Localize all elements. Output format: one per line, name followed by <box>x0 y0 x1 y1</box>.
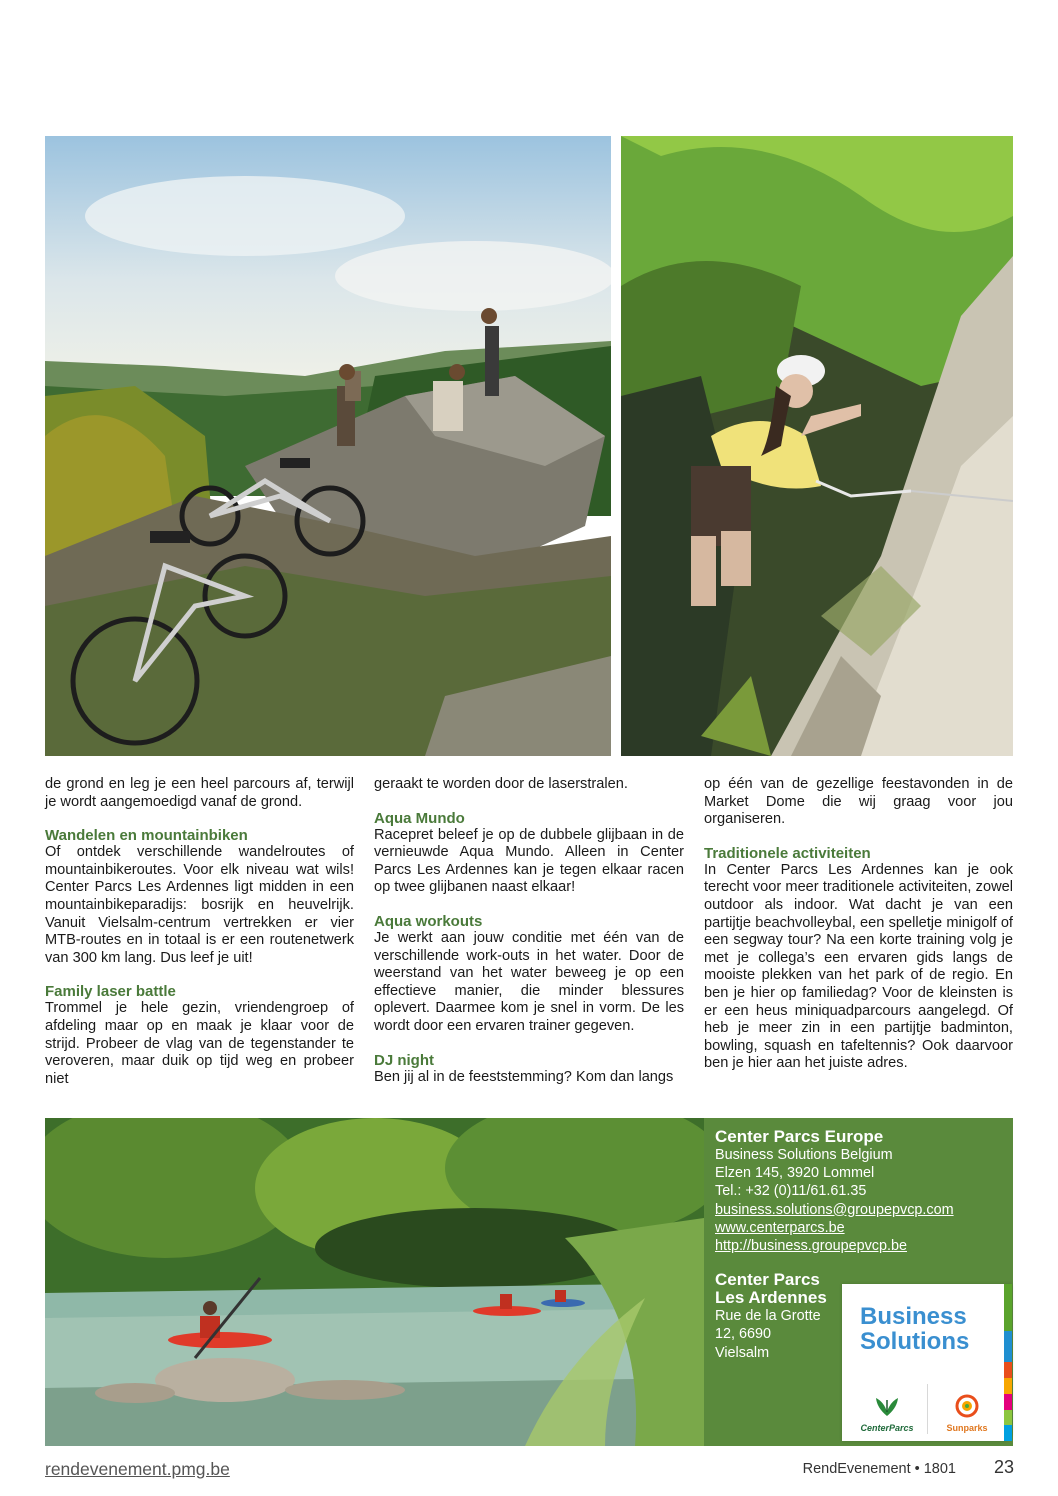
logo-stripe <box>1004 1284 1012 1300</box>
heading-aqua-mundo: Aqua Mundo <box>374 809 465 827</box>
sunparks-brand-text: Sunparks <box>946 1423 988 1433</box>
business-solutions-title <box>860 1304 969 1354</box>
heading-wandelen: Wandelen en mountainbiken <box>45 827 248 845</box>
paragraph-wandelen: Of ontdek verschillende wandelroutes of mountainbikeroutes. Voor elk niveau wat wils! Center Parcs Les Ardennes ligt midden in een mountainbikeparadijs: bosrijk en heuvelrijk. Vanuit Vielsalm-centrum vertrekken er vier MTB-routes en in totaal is er een routenetwerk van 300 km lang. Dus leef je uit! <box>45 844 354 966</box>
logo-divider <box>927 1384 928 1434</box>
paragraph-aqua-mundo: Racepret beleef je op de dubbele glijbaan in de vernieuwde Aqua Mundo. Alleen in Center Parcs Les Ardennes kan je tegen elkaar racen op twee glijbanen naast elkaar! <box>374 826 684 896</box>
heading-traditionele: Traditionele activiteiten <box>704 844 871 862</box>
article-column-1 <box>45 776 354 1088</box>
contact-website-link[interactable]: www.centerparcs.be <box>715 1219 845 1236</box>
article-column-2 <box>374 776 684 1086</box>
footer-website-link[interactable]: rendevenement.pmg.be <box>45 1459 230 1479</box>
paragraph-aqua-workouts: Je werkt aan jouw conditie met één van de verschillende work-outs in het water. Door de weerstand van het water beweeg je op een effectieve manier, die minder blessures oplevert. Daarmee kom je snel in vorm. De les wordt door een ervaren trainer gegeven. <box>374 929 684 1034</box>
contact-org1-line1: Business Solutions Belgium <box>715 1147 893 1163</box>
column1-intro: de grond en leg je een heel parcours af, terwijl je wordt aangemoedigd vanaf de grond. <box>45 776 354 810</box>
logo-stripe <box>1004 1425 1012 1441</box>
article-column-3 <box>704 776 1013 1073</box>
logo-stripe <box>1004 1410 1012 1426</box>
contact-org1-tel: Tel.: +32 (0)11/61.61.35 <box>715 1183 867 1200</box>
logo-stripe <box>1004 1378 1012 1394</box>
rock-climber-photo <box>621 136 1013 756</box>
footer-magazine-issue: RendEvenement • 1801 <box>802 1461 956 1477</box>
contact-business-website-link[interactable]: http://business.groupepvcp.be <box>715 1238 908 1255</box>
mountain-bikes-on-rock-photo <box>45 136 611 756</box>
sunparks-sun-icon <box>955 1394 979 1418</box>
contact-org1-name: Center Parcs Europe <box>715 1127 884 1146</box>
kayakers-on-river-photo <box>45 1118 704 1446</box>
contact-org2-city: Vielsalm <box>715 1344 770 1361</box>
logo-stripe <box>1004 1315 1012 1331</box>
page-number: 23 <box>993 1457 1014 1477</box>
contact-org2-name-line2: Les Ardennes <box>715 1288 827 1308</box>
logo-stripe <box>1004 1362 1012 1378</box>
business-solutions-logo <box>842 1284 1012 1441</box>
paragraph-traditionele: In Center Parcs Les Ardennes kan je ook terecht voor meer traditionele activiteiten, zowel outdoor als indoor. Wat dacht je van een partijtje beachvolleybal, een spelletje minigolf of een segway tour? Na een korte training volg je met je collega’s een ervaren gids langs de mooiste plekken van het park of de regio. En ben je hier op familiedag? Voor de kleinsten is er een heus miniquadparcours aangelegd. Of heb je meer zin in een partijtje badminton, bowling, squash en tafeltennis? Ook daarvoor ben je hier aan het juiste adres. <box>704 861 1013 1072</box>
contact-org2 <box>715 1271 835 1362</box>
paragraph-dj-night: Ben jij al in de feeststemming? Kom dan langs <box>374 1068 674 1085</box>
sunparks-logo <box>932 1394 1002 1433</box>
contact-org2-name-line1: Center Parcs <box>715 1270 820 1290</box>
logo-stripe <box>1004 1347 1012 1363</box>
logo-stripe <box>1004 1331 1012 1347</box>
column3-intro: op één van de gezellige feestavonden in de Market Dome die wij graag voor jou organiseren. <box>704 776 1013 828</box>
centerparcs-brand-text: CenterParcs <box>860 1423 914 1433</box>
contact-email-link[interactable]: business.solutions@groupepvcp.com <box>715 1201 954 1218</box>
centerparcs-leaf-icon <box>872 1394 902 1418</box>
centerparcs-logo <box>852 1394 922 1433</box>
heading-laser-battle: Family laser battle <box>45 983 176 1001</box>
column2-intro: geraakt te worden door de laserstralen. <box>374 776 628 792</box>
logo-stripe <box>1004 1300 1012 1316</box>
contact-org2-addr2: 12, 6690 <box>715 1326 772 1343</box>
contact-org2-addr1: Rue de la Grotte <box>715 1308 821 1325</box>
logo-stripe <box>1004 1394 1012 1410</box>
contact-org1-line2: Elzen 145, 3920 Lommel <box>715 1165 875 1182</box>
logo-title-line2: Solutions <box>860 1328 970 1355</box>
paragraph-laser-battle: Trommel je hele gezin, vriendengroep of afdeling maar op en maak je klaar voor de strijd. Probeer de vlag van de tegenstander te veroveren, maar duik op tijd weg en probeer niet <box>45 1000 354 1087</box>
logo-color-stripes <box>1004 1284 1012 1441</box>
logo-title-line1: Business <box>860 1303 967 1330</box>
heading-dj-night: DJ night <box>374 1051 434 1069</box>
heading-aqua-workouts: Aqua workouts <box>374 912 483 930</box>
